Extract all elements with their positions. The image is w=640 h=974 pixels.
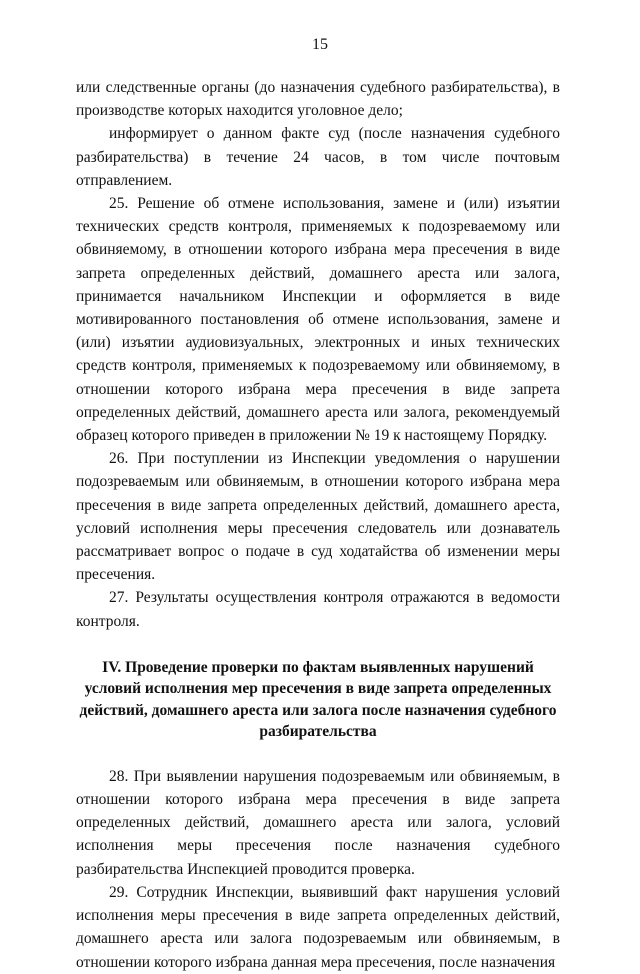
section-heading-iv: IV. Проведение проверки по фактам выявленных нарушений условий исполнения мер пресечения в виде запрета определенных действий, домашнего ареста или залога после назначения судебного разбирательства — [79, 658, 557, 741]
paragraph-29: 29. Сотрудник Инспекции, выявивший факт нарушения условий исполнения меры пресечения в виде запрета определенных действий, домашнего ареста или залога подозреваемым или обвиняемым, в отношении которого избрана данная мера пресечения, после назначения — [76, 883, 560, 971]
paragraph-informs-court: информирует о данном факте суд (после назначения судебного разбирательства) в течение 24 часов, в том числе почтовым отправлением. — [76, 125, 560, 189]
paragraph-28: 28. При выявлении нарушения подозреваемым или обвиняемым, в отношении которого избрана мера пресечения в виде запрета определенных действий, домашнего ареста или залога, условий исполнения меры пресечения после назначения судебного разбирательства Инспекцией проводится проверка. — [76, 767, 560, 878]
paragraph-continuation: или следственные органы (до назначения судебного разбирательства), в производстве которых находится уголовное дело; — [76, 79, 560, 120]
document-body — [76, 76, 560, 974]
paragraph-26: 26. При поступлении из Инспекции уведомления о нарушении подозреваемым или обвиняемым, в отношении которого избрана мера пресечения в виде запрета определенных действий, домашнего ареста, условий исполнения меры пресечения следователь или дознаватель рассматривает вопрос о подаче в суд ходатайства об изменении меры пресечения. — [76, 450, 560, 584]
paragraph-25: 25. Решение об отмене использования, замене и (или) изъятии технических средств контроля, применяемых к подозреваемому или обвиняемому, в отношении которого избрана мера пресечения в виде запрета определенных действий, домашнего ареста или залога, принимается начальником Инспекции и оформляется в виде мотивированного постановления об отмене использования, замене и (или) изъятии аудиовизуальных, электронных и иных технических средств контроля, применяемых к подозреваемому или обвиняемому, в отношении которого избрана мера пресечения в виде запрета определенных действий, домашнего ареста или залога, рекомендуемый образец которого приведен в приложении № 19 к настоящему Порядку. — [76, 195, 560, 445]
page-number: 15 — [312, 36, 328, 53]
paragraph-27: 27. Результаты осуществления контроля отражаются в ведомости контроля. — [76, 589, 560, 630]
